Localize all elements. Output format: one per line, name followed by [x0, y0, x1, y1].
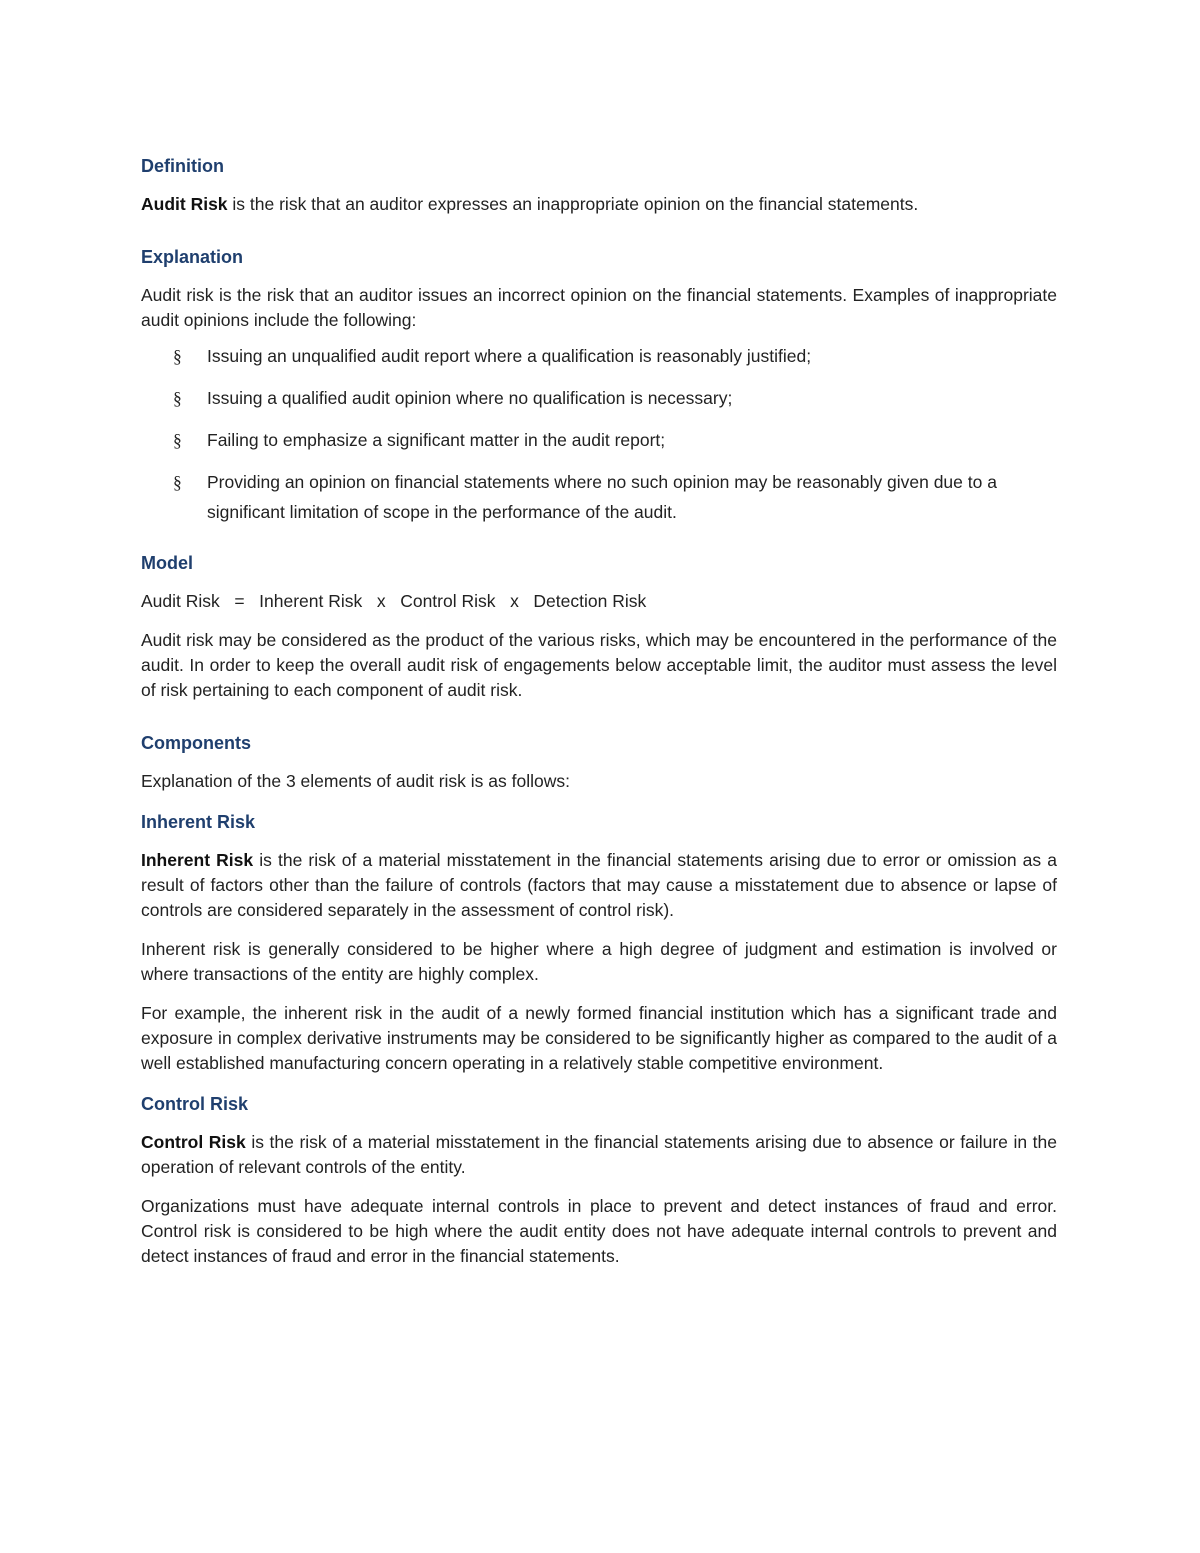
- model-heading: Model: [141, 553, 193, 573]
- definition-heading: Definition: [141, 156, 224, 176]
- control-risk-paragraph-2: Organizations must have adequate internal controls in place to prevent and detect instances of fraud and error. Control risk is considered to be high where the audit entity does not have adequate internal controls to prevent and detect instances of fraud and error in the financial statements.: [141, 1196, 1057, 1266]
- section-mark-icon: §: [173, 430, 182, 450]
- list-item: [141, 425, 1057, 455]
- opinion-examples-list: [141, 341, 1057, 527]
- section-mark-icon: §: [173, 388, 182, 408]
- document-page: [141, 152, 1057, 1269]
- list-item: [141, 467, 1057, 527]
- list-item: [141, 341, 1057, 371]
- list-item-text: Issuing an unqualified audit report where a qualification is reasonably justified;: [207, 346, 812, 366]
- inherent-risk-paragraph-1: [141, 848, 1057, 923]
- list-item-text: Issuing a qualified audit opinion where no qualification is necessary;: [207, 388, 733, 408]
- model-paragraph: Audit risk may be considered as the product of the various risks, which may be encountered in the performance of the audit. In order to keep the overall audit risk of engagements below acceptable limit, the auditor must assess the level of risk pertaining to each component of audit risk.: [141, 630, 1057, 700]
- section-mark-icon: §: [173, 472, 182, 492]
- audit-risk-formula: Audit Risk = Inherent Risk x Control Risk x Detection Risk: [141, 591, 647, 611]
- explanation-paragraph: Audit risk is the risk that an auditor issues an incorrect opinion on the financial statements. Examples of inappropriate audit opinions include the following:: [141, 285, 1057, 330]
- control-risk-definition-text: is the risk of a material misstatement in the financial statements arising due to absence or failure in the operation of relevant controls of the entity.: [141, 1132, 1057, 1177]
- control-risk-term: Control Risk: [141, 1132, 246, 1152]
- list-item-text: Providing an opinion on financial statements where no such opinion may be reasonably given due to a significant limitation of scope in the performance of the audit.: [207, 472, 997, 522]
- audit-risk-term: Audit Risk: [141, 194, 228, 214]
- components-paragraph: Explanation of the 3 elements of audit risk is as follows:: [141, 771, 570, 791]
- definition-paragraph: [141, 192, 1057, 217]
- inherent-risk-paragraph-2: Inherent risk is generally considered to be higher where a high degree of judgment and estimation is involved or where transactions of the entity are highly complex.: [141, 939, 1057, 984]
- definition-text: is the risk that an auditor expresses an inappropriate opinion on the financial statements.: [227, 194, 919, 214]
- inherent-risk-term: Inherent Risk: [141, 850, 254, 870]
- control-risk-heading: Control Risk: [141, 1094, 249, 1114]
- list-item-text: Failing to emphasize a significant matter in the audit report;: [207, 430, 666, 450]
- explanation-heading: Explanation: [141, 247, 244, 267]
- inherent-risk-heading: Inherent Risk: [141, 812, 256, 832]
- section-mark-icon: §: [173, 346, 182, 366]
- components-heading: Components: [141, 733, 251, 753]
- inherent-risk-paragraph-3: For example, the inherent risk in the audit of a newly formed financial institution which has a significant trade and exposure in complex derivative instruments may be considered to be significantly higher as compared to the audit of a well established manufacturing concern operating in a relatively stable competitive environment.: [141, 1003, 1057, 1073]
- inherent-risk-definition-text: is the risk of a material misstatement in the financial statements arising due to error or omission as a result of factors other than the failure of controls (factors that may cause a misstatement due to absence or lapse of controls are considered separately in the assessment of control risk).: [141, 850, 1057, 920]
- list-item: [141, 383, 1057, 413]
- control-risk-paragraph-1: [141, 1130, 1057, 1180]
